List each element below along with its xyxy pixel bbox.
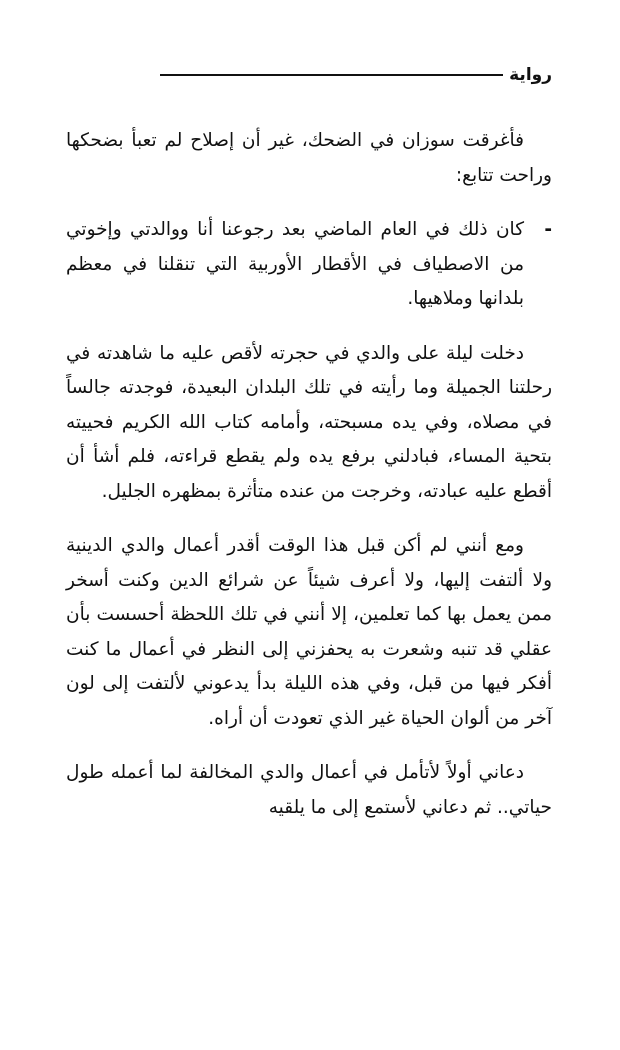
- paragraph-4: ومع أنني لم أكن قبل هذا الوقت أقدر أعمال والدي الدينية ولا ألتفت إليها، ولا أعرف شيئاً عن شرائع الدين وكنت أسخر ممن يعمل بها كما تعلمين، إلا أنني في تلك اللحظة أحسست بأن عقلي قد تنبه وشعرت به يحفزني إلى النظر في أعمال ما كنت أفكر فيها من قبل، وفي هذه الليلة بدأ يدعوني لألتفت إلى لون آخر من ألوان الحياة غير الذي تعودت أن أراه.: [66, 535, 552, 729]
- paragraph-1: فأغرقت سوزان في الضحك، غير أن إصلاح لم تعبأ بضحكها وراحت تتابع:: [66, 130, 552, 186]
- body-text: [66, 124, 552, 845]
- dialogue-dash: -: [544, 219, 552, 240]
- header-rule: [160, 74, 503, 76]
- header-label: رواية: [509, 65, 552, 85]
- paragraph-3: دخلت ليلة على والدي في حجرته لأقص عليه ما شاهدته في رحلتنا الجميلة وما رأيته في تلك البلدان البعيدة، فوجدته جالساً في مصلاه، وفي يده مسبحته، وأمامه كتاب الله الكريم فحييته بتحية المساء، فبادلني برفع يده ولم يقطع قراءته، فلم أشأ أن أقطع عليه عبادته، وخرجت من عنده متأثرة بمظهره الجليل.: [66, 342, 552, 502]
- paragraph-2: [66, 213, 552, 317]
- paragraph-5: دعاني أولاً لأتأمل في أعمال والدي المخالفة لما أعمله طول حياتي.. ثم دعاني لأستمع إلى ما يلقيه: [66, 762, 552, 818]
- running-header: [160, 58, 552, 92]
- paragraph-2-text: كان ذلك في العام الماضي بعد رجوعنا أنا ووالدتي وإخوتي من الاصطياف في الأقطار الأوربية التي تنقلنا في معظم بلدانها وملاهيها.: [66, 219, 524, 309]
